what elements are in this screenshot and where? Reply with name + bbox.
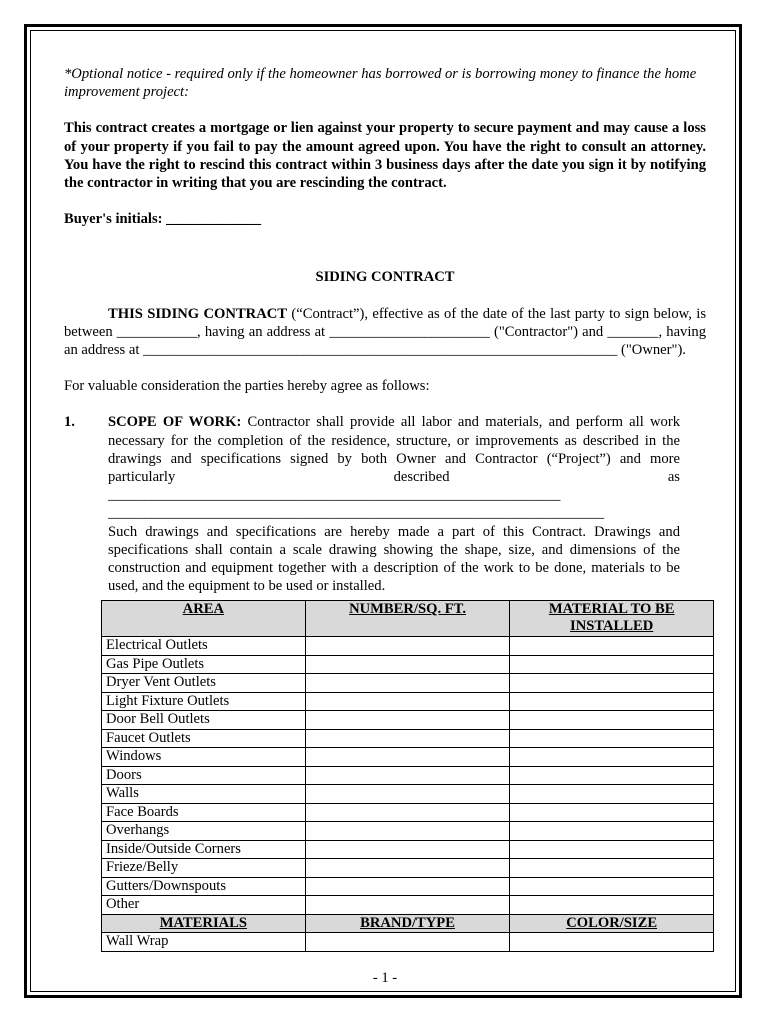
row-label: Inside/Outside Corners bbox=[102, 840, 306, 859]
optional-notice: *Optional notice - required only if the homeowner has borrowed or is borrowing money to finance the home improvement project: bbox=[64, 66, 697, 101]
blank-cell[interactable] bbox=[510, 877, 714, 896]
blank-cell[interactable] bbox=[305, 822, 510, 841]
row-label: Door Bell Outlets bbox=[102, 711, 306, 730]
section-number: 1. bbox=[64, 414, 75, 431]
blank-cell[interactable] bbox=[305, 933, 510, 952]
row-label: Walls bbox=[102, 785, 306, 804]
blank-cell[interactable] bbox=[305, 877, 510, 896]
drawings-paragraph: Such drawings and specifications are hereby made a part of this Contract. Drawings and specifications shall contain a scale drawing showing the shape, size, and dimensions of the construction and equipment together with a description of the work to be done, materials to be used, and the equipment to be used or installed. bbox=[108, 523, 680, 595]
blank-cell[interactable] bbox=[305, 766, 510, 785]
buyer-initials: Buyer's initials: _____________ bbox=[64, 211, 262, 228]
table-row bbox=[102, 748, 714, 767]
table-row bbox=[102, 822, 714, 841]
column-header: NUMBER/SQ. FT. bbox=[305, 601, 510, 637]
blank-cell[interactable] bbox=[305, 859, 510, 878]
blank-cell[interactable] bbox=[305, 785, 510, 804]
table-row bbox=[102, 803, 714, 822]
table-row bbox=[102, 859, 714, 878]
table-row bbox=[102, 711, 714, 730]
siding-schedule-table bbox=[101, 600, 714, 952]
scope-heading: SCOPE OF WORK: bbox=[108, 414, 242, 431]
row-label: Overhangs bbox=[102, 822, 306, 841]
blank-cell[interactable] bbox=[305, 655, 510, 674]
blank-cell[interactable] bbox=[510, 729, 714, 748]
table-row bbox=[102, 877, 714, 896]
row-label: Gas Pipe Outlets bbox=[102, 655, 306, 674]
table-row bbox=[102, 729, 714, 748]
blank-cell[interactable] bbox=[510, 933, 714, 952]
blank-cell[interactable] bbox=[305, 729, 510, 748]
blank-cell[interactable] bbox=[510, 692, 714, 711]
column-header: AREA bbox=[102, 601, 306, 637]
blank-cell[interactable] bbox=[510, 803, 714, 822]
column-header: COLOR/SIZE bbox=[510, 914, 714, 933]
blank-cell[interactable] bbox=[510, 655, 714, 674]
blank-cell[interactable] bbox=[510, 822, 714, 841]
row-label: Windows bbox=[102, 748, 306, 767]
row-label: Other bbox=[102, 896, 306, 915]
blank-cell[interactable] bbox=[510, 748, 714, 767]
row-label: Frieze/Belly bbox=[102, 859, 306, 878]
table-row bbox=[102, 840, 714, 859]
column-header: MATERIAL TO BE INSTALLED bbox=[510, 601, 714, 637]
row-label: Faucet Outlets bbox=[102, 729, 306, 748]
row-label: Doors bbox=[102, 766, 306, 785]
header-row bbox=[102, 601, 714, 637]
table-row bbox=[102, 692, 714, 711]
blank-cell[interactable] bbox=[305, 840, 510, 859]
table-row bbox=[102, 785, 714, 804]
section-scope-of-work bbox=[64, 413, 706, 595]
column-header: MATERIALS bbox=[102, 914, 306, 933]
scope-text: Contractor shall provide all labor and materials, and perform all work necessary for the completion of the residence, structure, or improvements as described in the drawings and specifications signed by both Owner and Contractor (“Project”) and more particularly described as ______________________________________________________________ bbox=[108, 414, 680, 504]
blank-cell[interactable] bbox=[510, 674, 714, 693]
scope-paragraph bbox=[108, 413, 680, 504]
blank-cell[interactable] bbox=[510, 785, 714, 804]
blank-cell[interactable] bbox=[510, 896, 714, 915]
lien-warning: This contract creates a mortgage or lien against your property to secure payment and may cause a loss of your property if you fail to pay the amount agreed upon. You have the right to consult an attorney. You have the right to rescind this contract within 3 business days after the date you sign it by notifying the contractor in writing that you are rescinding the contract. bbox=[64, 120, 706, 192]
row-label: Light Fixture Outlets bbox=[102, 692, 306, 711]
table-row bbox=[102, 896, 714, 915]
blank-cell[interactable] bbox=[510, 840, 714, 859]
intro-text: (“Contract”), effective as of the date of the last party to sign below, is between ___________, having an address at ______________________ ("Contractor") and _______, having an address at _________________________________________________________________ ("Owner"). bbox=[64, 305, 706, 359]
blank-cell[interactable] bbox=[305, 896, 510, 915]
blank-cell[interactable] bbox=[305, 711, 510, 730]
blank-cell[interactable] bbox=[510, 766, 714, 785]
blank-cell[interactable] bbox=[305, 637, 510, 656]
blank-cell[interactable] bbox=[510, 711, 714, 730]
blank-cell[interactable] bbox=[510, 637, 714, 656]
row-label: Gutters/Downspouts bbox=[102, 877, 306, 896]
table-row bbox=[102, 933, 714, 952]
consideration-text: For valuable consideration the parties hereby agree as follows: bbox=[64, 378, 430, 395]
intro-lead: THIS SIDING CONTRACT bbox=[108, 305, 288, 322]
row-label: Face Boards bbox=[102, 803, 306, 822]
row-label: Wall Wrap bbox=[102, 933, 306, 952]
table-row bbox=[102, 766, 714, 785]
page-number: - 1 - bbox=[372, 970, 398, 986]
row-label: Dryer Vent Outlets bbox=[102, 674, 306, 693]
table-row bbox=[102, 674, 714, 693]
blank-cell[interactable] bbox=[305, 674, 510, 693]
blank-cell[interactable] bbox=[305, 803, 510, 822]
table-row bbox=[102, 655, 714, 674]
scope-blank-line: ____________________________________________________________________ bbox=[108, 505, 605, 522]
document-body bbox=[64, 65, 706, 595]
row-label: Electrical Outlets bbox=[102, 637, 306, 656]
table-row bbox=[102, 637, 714, 656]
blank-cell[interactable] bbox=[305, 692, 510, 711]
intro-paragraph bbox=[64, 305, 706, 360]
blank-cell[interactable] bbox=[305, 748, 510, 767]
materials-header-row bbox=[102, 914, 714, 933]
contract-title: SIDING CONTRACT bbox=[315, 269, 455, 286]
column-header: BRAND/TYPE bbox=[305, 914, 510, 933]
blank-cell[interactable] bbox=[510, 859, 714, 878]
